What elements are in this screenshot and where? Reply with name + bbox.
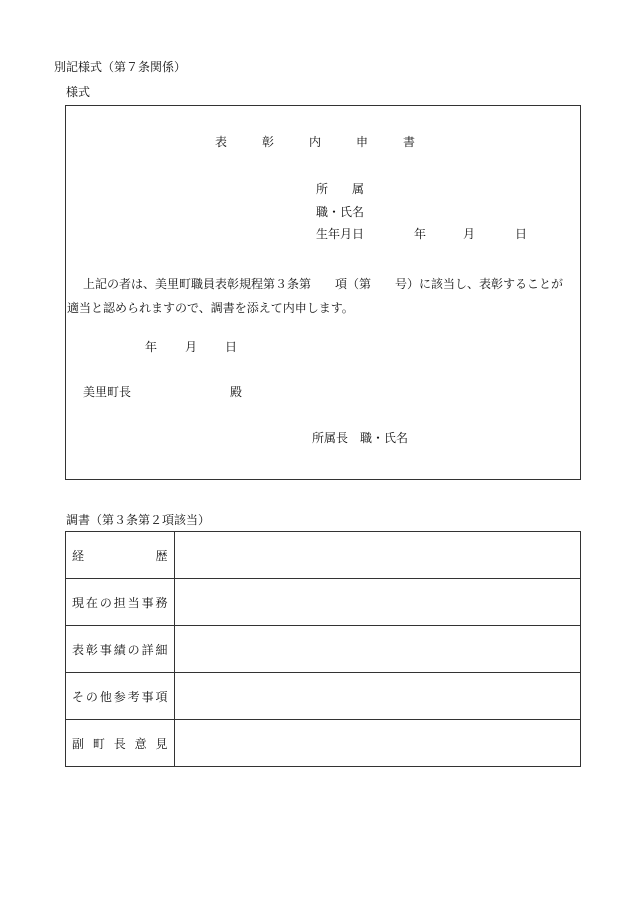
date-year-unit: 年 <box>145 340 158 354</box>
addressee: 美里町長 <box>83 385 132 399</box>
table-row <box>66 673 581 720</box>
title-char: 表 <box>214 135 227 149</box>
title-char: 彰 <box>261 135 274 149</box>
survey-value-other-notes <box>175 673 581 720</box>
position-name-row <box>316 206 406 218</box>
affiliation-label: 所 属 <box>316 182 365 196</box>
survey-table <box>65 531 581 767</box>
addressee-honorific: 殿 <box>230 385 243 399</box>
survey-label-achievement-details: 表彰事績の詳細 <box>66 626 175 673</box>
survey-value-current-duties <box>175 579 581 626</box>
birthdate-day-unit: 日 <box>515 227 528 241</box>
title-char: 書 <box>403 135 416 149</box>
table-row <box>66 626 581 673</box>
declaration-body-line2: 適当と認められますので、調書を添えて内申します。 <box>67 301 354 315</box>
submitter: 所属長 職・氏名 <box>312 431 409 445</box>
birthdate-label: 生年月日 <box>316 227 365 241</box>
survey-value-deputy-mayor-opinion <box>175 720 581 767</box>
declaration-body-line1: 上記の者は、美里町職員表彰規程第３条第 項（第 号）に該当し、表彰することが <box>83 277 564 291</box>
declaration-date <box>145 341 265 353</box>
form-label: 様式 <box>66 85 91 99</box>
position-name-label: 職・氏名 <box>316 205 365 219</box>
date-month-unit: 月 <box>185 340 198 354</box>
birthdate-month-unit: 月 <box>463 227 476 241</box>
date-day-unit: 日 <box>225 340 238 354</box>
survey-label-other-notes: その他参考事項 <box>66 673 175 720</box>
survey-label-career: 経 歴 <box>66 532 175 579</box>
title-char: 申 <box>356 135 369 149</box>
title-char: 内 <box>308 135 321 149</box>
survey-value-achievement-details <box>175 626 581 673</box>
affiliation-row <box>316 183 406 195</box>
table-row <box>66 720 581 767</box>
declaration-title <box>0 136 630 148</box>
survey-value-career <box>175 532 581 579</box>
birthdate-year-unit: 年 <box>414 227 427 241</box>
survey-label-current-duties: 現在の担当事務 <box>66 579 175 626</box>
declaration-body <box>67 272 581 320</box>
survey-title: 調書（第３条第２項該当） <box>66 513 211 527</box>
birthdate-row <box>316 228 527 240</box>
table-row <box>66 532 581 579</box>
table-row <box>66 579 581 626</box>
appendix-label: 別記様式（第７条関係） <box>54 60 187 74</box>
survey-label-deputy-mayor-opinion: 副町長意見 <box>66 720 175 767</box>
